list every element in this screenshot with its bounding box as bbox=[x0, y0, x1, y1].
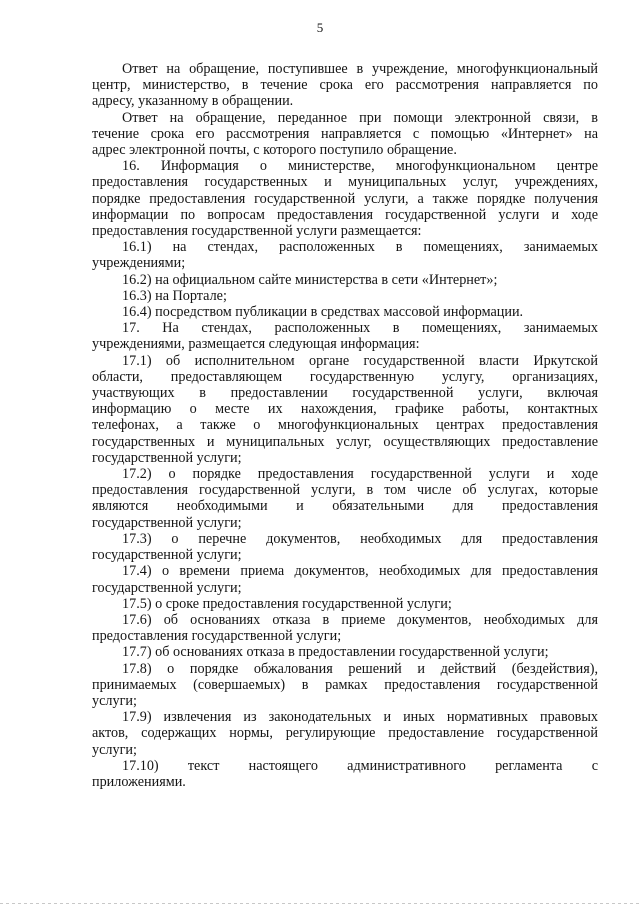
text-line: учреждениями, размещается следующая информация: bbox=[92, 336, 420, 353]
text-line: информации по вопросам предоставления государственной услуги и ходе bbox=[92, 206, 598, 223]
text-line: государственной услуги; bbox=[92, 514, 242, 531]
text-line: принимаемых (совершаемых) в рамках предоставления государственной bbox=[92, 676, 598, 693]
text-line: порядке предоставления государственной услуги, а также порядке получения bbox=[92, 190, 598, 207]
text-line: 17.7) об основаниях отказа в предоставлении государственной услуги; bbox=[122, 644, 549, 661]
text-line: участвующих в предоставлении государственной услуги, включая bbox=[92, 385, 598, 402]
text-line: 17.1) об исполнительном органе государственной власти Иркутской bbox=[122, 352, 598, 369]
text-line: телефонах, а также о многофункциональных центрах предоставления bbox=[92, 417, 598, 434]
text-line: 17. На стендах, расположенных в помещениях, занимаемых bbox=[122, 320, 598, 337]
text-line: предоставления государственной услуги размещается: bbox=[92, 223, 422, 240]
text-line: 16.1) на стендах, расположенных в помещениях, занимаемых bbox=[122, 239, 598, 256]
page-number: 5 bbox=[316, 20, 324, 35]
text-line: информацию о месте их нахождения, графике работы, контактных bbox=[92, 401, 598, 418]
text-line: государственных и муниципальных услуг, осуществляющих предоставление bbox=[92, 433, 598, 450]
text-line: Ответ на обращение, переданное при помощи электронной связи, в bbox=[122, 109, 598, 126]
text-line: предоставления государственных и муниципальных услуг, учреждениях, bbox=[92, 174, 598, 191]
text-line: адресу, указанному в обращении. bbox=[92, 93, 294, 110]
text-line: области, предоставляющем государственную услугу, организациях, bbox=[92, 368, 598, 385]
text-line: приложениями. bbox=[92, 773, 186, 790]
text-line: учреждениями; bbox=[92, 255, 186, 272]
text-line: 17.3) о перечне документов, необходимых для предоставления bbox=[122, 530, 598, 547]
text-line: 17.9) извлечения из законодательных и иных нормативных правовых bbox=[122, 709, 598, 726]
text-line: адрес электронной почты, с которого поступило обращение. bbox=[92, 142, 457, 159]
text-line: 17.8) о порядке обжалования решений и действий (бездействия), bbox=[122, 660, 598, 677]
text-line: услуги; bbox=[92, 692, 137, 709]
text-line: государственной услуги; bbox=[92, 579, 242, 596]
text-line: 17.10) текст настоящего административного регламента с bbox=[122, 757, 598, 774]
text-line: 17.5) о сроке предоставления государственной услуги; bbox=[122, 595, 452, 612]
text-line: 16.4) посредством публикации в средствах массовой информации. bbox=[122, 304, 524, 321]
text-line: 17.6) об основаниях отказа в приеме документов, необходимых для bbox=[122, 611, 598, 628]
scan-edge-divider bbox=[0, 903, 640, 904]
text-line: 16. Информация о министерстве, многофункциональном центре bbox=[122, 158, 598, 175]
text-line: Ответ на обращение, поступившее в учреждение, многофункциональный bbox=[122, 61, 598, 77]
text-line: 17.4) о времени приема документов, необходимых для предоставления bbox=[122, 563, 598, 580]
document-body bbox=[92, 61, 598, 790]
text-line: государственной услуги; bbox=[92, 449, 242, 466]
text-line: 16.3) на Портале; bbox=[122, 287, 227, 304]
text-line: являются необходимыми и обязательными для предоставления bbox=[92, 498, 598, 515]
text-line: центр, министерство, в течение срока его рассмотрения направляется по bbox=[92, 77, 598, 94]
text-line: 17.2) о порядке предоставления государственной услуги и ходе bbox=[122, 466, 598, 483]
text-line: 16.2) на официальном сайте министерства в сети «Интернет»; bbox=[122, 271, 498, 288]
text-line: предоставления государственной услуги, в том числе об услугах, которые bbox=[92, 482, 598, 499]
text-line: актов, содержащих нормы, регулирующие предоставление государственной bbox=[92, 725, 598, 742]
text-line: предоставления государственной услуги; bbox=[92, 628, 342, 645]
text-line: услуги; bbox=[92, 741, 137, 758]
text-line: государственной услуги; bbox=[92, 547, 242, 564]
text-line: течение срока его рассмотрения направляется с помощью «Интернет» на bbox=[92, 125, 598, 142]
